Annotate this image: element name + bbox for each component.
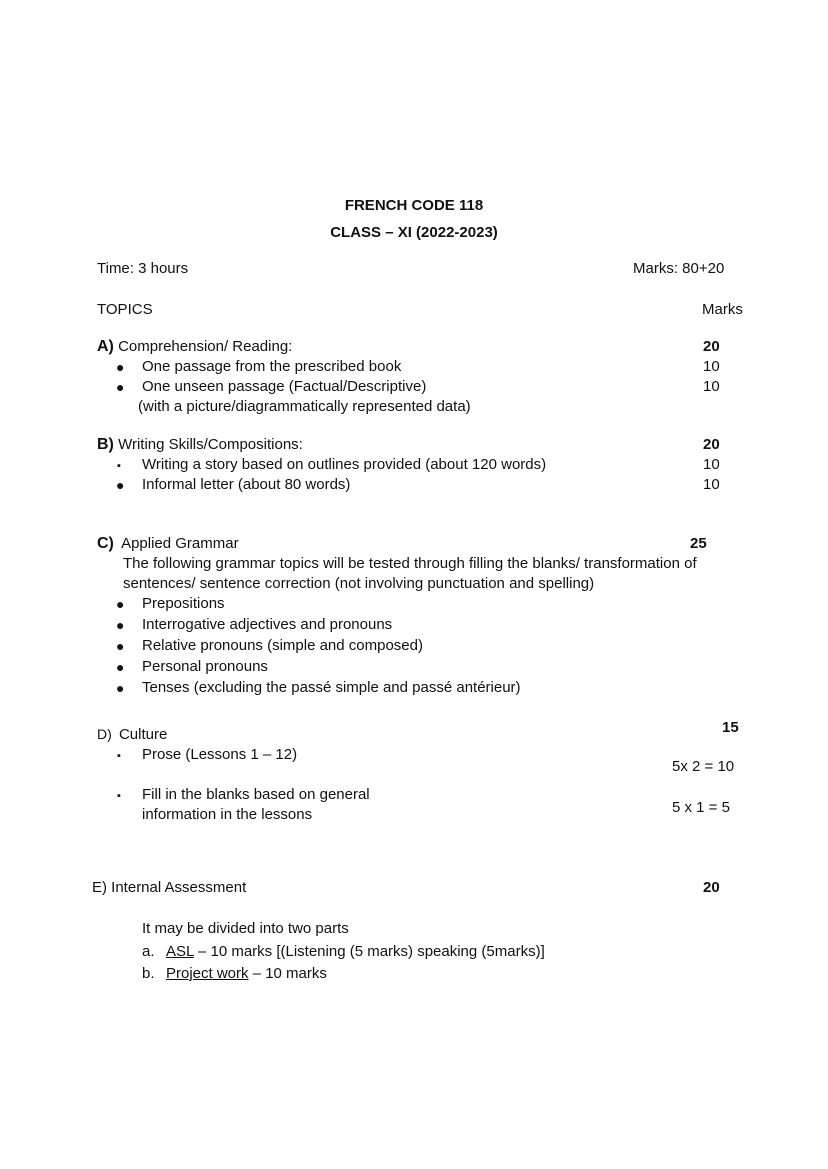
assessment-part — [166, 965, 327, 983]
square-bullet-icon: ▪ — [117, 790, 121, 802]
section-a-marks: 20 — [703, 338, 720, 355]
bullet-icon: ● — [116, 359, 125, 375]
bullet-icon: ● — [116, 379, 125, 395]
assessment-part — [166, 943, 545, 961]
section-a-item-marks: 10 — [703, 378, 720, 395]
section-a-item-marks: 10 — [703, 358, 720, 375]
culture-item-continuation: information in the lessons — [142, 806, 313, 823]
assessment-part-term: Project work — [166, 965, 249, 982]
section-c-letter: C) — [97, 535, 114, 552]
section-c-title: Applied Grammar — [121, 535, 239, 552]
grammar-topic: Personal pronouns — [142, 658, 268, 675]
section-c-heading — [97, 535, 239, 553]
section-e-title: Internal Assessment — [111, 879, 247, 896]
section-a-title: Comprehension/ Reading: — [118, 338, 293, 355]
topics-heading: TOPICS — [97, 301, 153, 318]
grammar-topic: Prepositions — [142, 595, 225, 612]
grammar-topic: Relative pronouns (simple and composed) — [142, 637, 423, 654]
assessment-part-detail: – 10 marks [(Listening (5 marks) speaking (5marks)] — [193, 943, 545, 960]
section-e-intro: It may be divided into two parts — [142, 920, 349, 937]
section-e-heading — [92, 879, 246, 897]
bullet-icon: ● — [116, 596, 125, 612]
assessment-part-detail: – 10 marks — [248, 965, 327, 982]
section-c-marks: 25 — [690, 535, 707, 552]
section-a-item: One passage from the prescribed book — [142, 358, 402, 375]
square-bullet-icon: ▪ — [117, 460, 121, 472]
assessment-part-term: ASL — [166, 943, 194, 960]
marks-heading: Marks — [702, 301, 743, 318]
grammar-topic: Tenses (excluding the passé simple and passé antérieur) — [142, 679, 521, 696]
section-b-marks: 20 — [703, 436, 720, 453]
culture-item-marks: 5x 2 = 10 — [672, 758, 735, 775]
culture-item: Prose (Lessons 1 – 12) — [142, 746, 298, 763]
section-a-note: (with a picture/diagrammatically represented data) — [138, 398, 471, 415]
total-marks-label: Marks: 80+20 — [633, 260, 725, 277]
assessment-part-label: a. — [142, 943, 155, 960]
culture-item-marks: 5 x 1 = 5 — [672, 799, 730, 816]
culture-item: Fill in the blanks based on general — [142, 786, 370, 803]
section-b-item-marks: 10 — [703, 476, 720, 493]
section-d-title: Culture — [118, 726, 168, 743]
bullet-icon: ● — [116, 477, 125, 493]
section-d-letter: D) — [97, 726, 112, 742]
section-d-marks: 15 — [722, 719, 739, 736]
grammar-topic: Interrogative adjectives and pronouns — [142, 616, 393, 633]
section-b-item: Informal letter (about 80 words) — [142, 476, 351, 493]
bullet-icon: ● — [116, 680, 125, 696]
section-c-description: The following grammar topics will be tested through filling the blanks/ transformation of — [123, 555, 697, 572]
section-d-heading — [97, 725, 167, 744]
section-e-marks: 20 — [703, 879, 720, 896]
section-c-description: sentences/ sentence correction (not involving punctuation and spelling) — [123, 575, 595, 592]
square-bullet-icon: ▪ — [117, 750, 121, 762]
time-label: Time: 3 hours — [97, 260, 189, 277]
section-b-item-marks: 10 — [703, 456, 720, 473]
assessment-part-label: b. — [142, 965, 155, 982]
page-title: FRENCH CODE 118 — [344, 197, 484, 214]
section-a-item: One unseen passage (Factual/Descriptive) — [142, 378, 427, 395]
section-e-letter: E) — [92, 879, 107, 896]
bullet-icon: ● — [116, 638, 125, 654]
section-b-item: Writing a story based on outlines provided (about 120 words) — [142, 456, 547, 473]
bullet-icon: ● — [116, 617, 125, 633]
section-a-letter: A) — [97, 338, 114, 355]
section-a-heading — [97, 338, 292, 356]
section-b-title: Writing Skills/Compositions: — [118, 436, 303, 453]
section-b-letter: B) — [97, 436, 114, 453]
section-b-heading — [97, 436, 303, 454]
bullet-icon: ● — [116, 659, 125, 675]
class-line: CLASS – XI (2022-2023) — [330, 224, 498, 241]
